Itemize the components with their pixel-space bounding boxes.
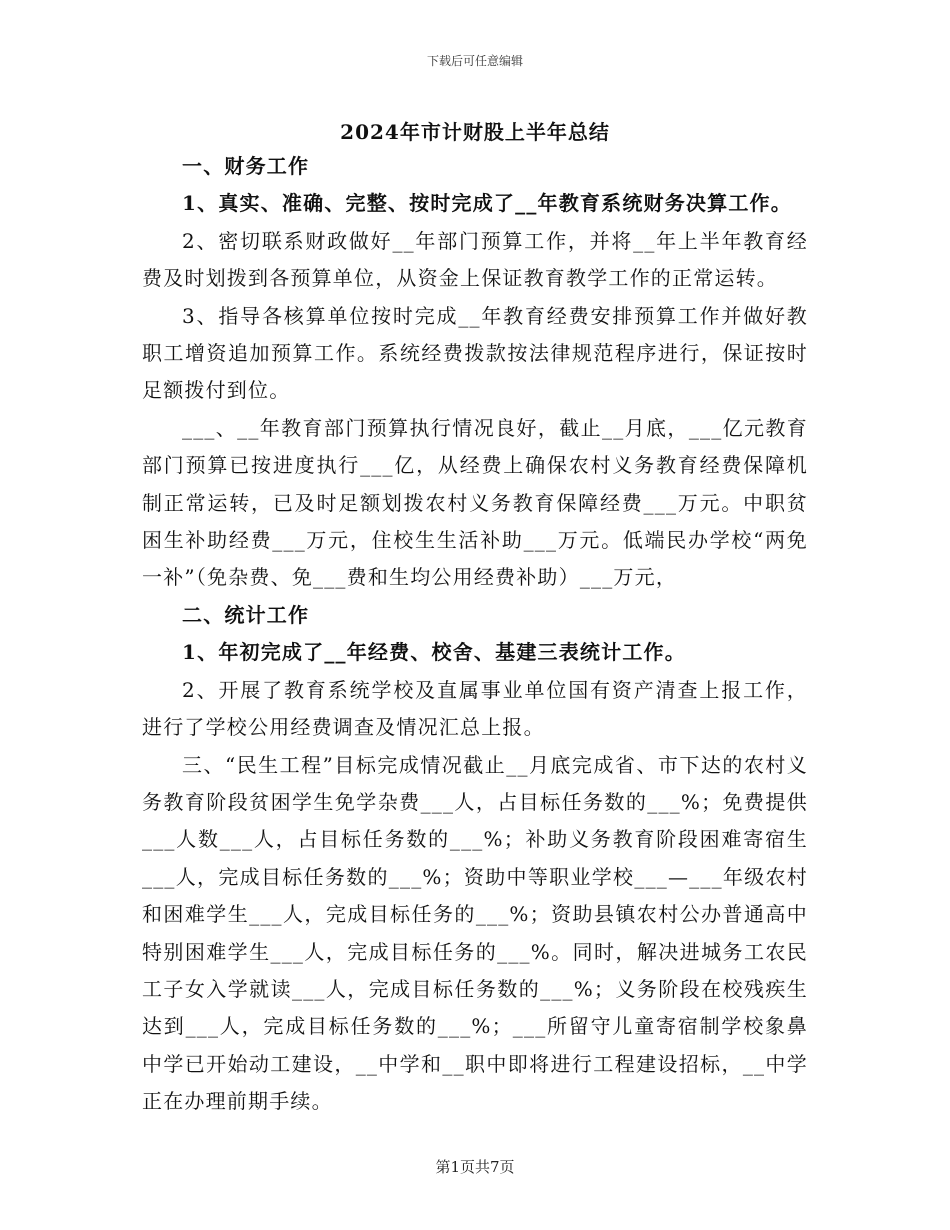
section-heading-finance: 一、财务工作	[182, 154, 310, 178]
statistics-item-2: 2、开展了教育系统学校及直属事业单位国有资产清查上报工作，进行了学校公用经费调查及情况汇总上报。	[142, 677, 808, 740]
header-note: 下载后可任意编辑	[426, 54, 523, 68]
section-livelihood-project: 三、“民生工程”目标完成情况截止__月底完成省、市下达的农村义务教育阶段贫困学生免学杂费___人，占目标任务数的___%；免费提供___人数___人，占目标任务数的___%；补助义务教育阶段困难寄宿生___人，完成目标任务数的___%；资助中等职业学校___—___年级农村和困难学生___人，完成目标任务的___%；资助县镇农村公办普通高中特别困难学生___人，完成目标任务的___%。同时，解决进城务工农民工子女入学就读___人，完成目标任务数的___%；义务阶段在校残疾生达到___人，完成目标任务数的___%；___所留守儿童寄宿制学校象鼻中学已开始动工建设，__中学和__职中即将进行工程建设招标，__中学正在办理前期手续。	[142, 752, 808, 1114]
document-body	[142, 148, 808, 1121]
finance-item-2: 2、密切联系财政做好__年部门预算工作，并将__年上半年教育经费及时划拨到各预算单位，从资金上保证教育教学工作的正常运转。	[142, 228, 808, 291]
finance-budget-execution: ___、__年教育部门预算执行情况良好，截止__月底，___亿元教育部门预算已按进度执行___亿，从经费上确保农村义务教育经费保障机制正常运转，已及时足额划拨农村义务教育保障经费___万元。中职贫困生补助经费___万元，住校生生活补助___万元。低端民办学校“两免一补”（免杂费、免___费和生均公用经费补助）___万元，	[142, 415, 808, 590]
statistics-item-1: 1、年初完成了__年经费、校舍、基建三表统计工作。	[182, 640, 686, 665]
finance-item-1: 1、真实、准确、完整、按时完成了__年教育系统财务决算工作。	[182, 191, 792, 216]
page-footer: 第1页共7页	[435, 1158, 515, 1176]
finance-item-3: 3、指导各核算单位按时完成__年教育经费安排预算工作并做好教职工增资追加预算工作。系统经费拨款按法律规范程序进行，保证按时足额拨付到位。	[142, 303, 808, 403]
document-title: 2024年市计财股上半年总结	[340, 120, 610, 144]
section-heading-statistics: 二、统计工作	[182, 602, 310, 627]
